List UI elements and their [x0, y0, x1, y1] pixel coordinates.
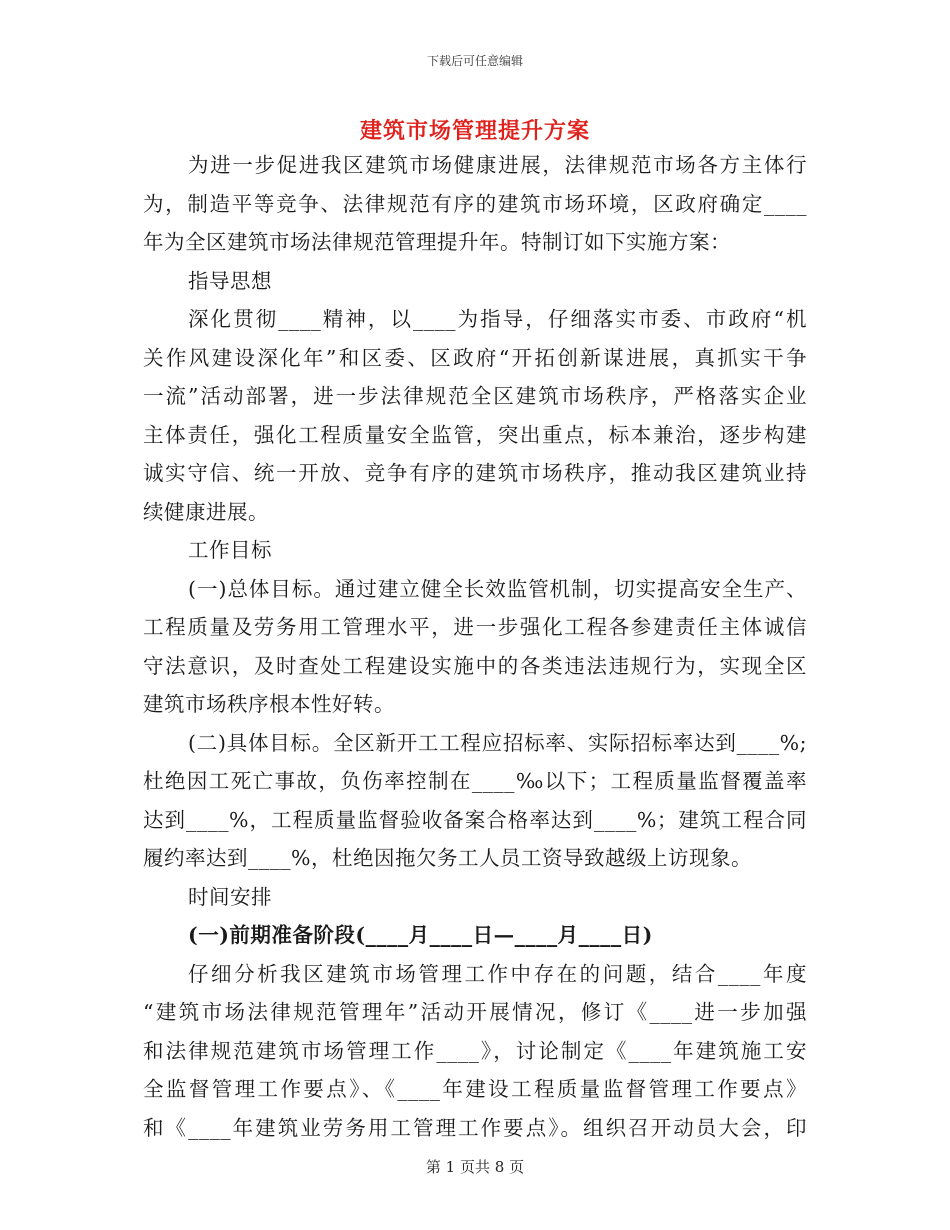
paragraph-line: 年为全区建筑市场法律规范管理提升年。特制订如下实施方案：: [143, 230, 731, 254]
subsection-heading: (一)前期准备阶段(____月____日—____月____日): [188, 923, 653, 947]
paragraph-line: 建筑市场秩序根本性好转。: [143, 692, 395, 716]
paragraph-line: 杜绝因工死亡事故，负伤率控制在____‰以下；工程质量监督覆盖率: [143, 769, 807, 793]
paragraph-line: 续健康进展。: [143, 499, 269, 524]
paragraph-line: “建筑市场法律规范管理年”活动开展情况，修订《____进一步加强: [143, 1000, 807, 1024]
paragraph-line: 达到____%，工程质量监督验收备案合格率达到____%；建筑工程合同: [143, 807, 807, 832]
paragraph-line: 深化贯彻____精神，以____为指导，仔细落实市委、市政府“机: [188, 307, 807, 331]
section-heading: 工作目标: [188, 538, 272, 562]
paragraph-line: 全监督管理工作要点》、《____年建设工程质量监督管理工作要点》: [143, 1077, 807, 1101]
paragraph-line: 为进一步促进我区建筑市场健康进展，法律规范市场各方主体行: [188, 153, 807, 177]
page-number-footer: 第 1 页共 8 页: [425, 1158, 525, 1176]
page-header-note: 下载后可任意编辑: [426, 54, 523, 68]
paragraph-line: (一)总体目标。通过建立健全长效监管机制，切实提高安全生产、: [188, 576, 807, 601]
paragraph-line: 工程质量及劳务用工管理水平，进一步强化工程各参建责任主体诚信: [143, 615, 807, 639]
paragraph-line: (二)具体目标。全区新开工工程应招标率、实际招标率达到____%;: [188, 730, 807, 755]
paragraph-line: 和法律规范建筑市场管理工作____》，讨论制定《____年建筑施工安: [143, 1038, 807, 1063]
paragraph-line: 仔细分析我区建筑市场管理工作中存在的问题，结合____年度: [188, 961, 807, 986]
paragraph-line: 诚实守信、统一开放、竞争有序的建筑市场秩序，推动我区建筑业持: [143, 461, 807, 485]
paragraph-line: 主体责任，强化工程质量安全监管，突出重点，标本兼治，逐步构建: [143, 422, 807, 447]
paragraph-line: 一流”活动部署，进一步法律规范全区建筑市场秩序，严格落实企业: [143, 384, 807, 408]
paragraph-line: 守法意识，及时查处工程建设实施中的各类违法违规行为，实现全区: [143, 653, 807, 678]
document-body: [143, 146, 807, 1147]
section-heading: 时间安排: [188, 884, 272, 909]
document-title: 建筑市场管理提升方案: [359, 118, 590, 144]
paragraph-line: 和《____年建筑业劳务用工管理工作要点》。组织召开动员大会，印: [143, 1115, 807, 1140]
paragraph-line: 履约率达到____%，杜绝因拖欠务工人员工资导致越级上访现象。: [143, 846, 752, 870]
section-heading: 指导思想: [188, 268, 272, 293]
paragraph-line: 关作风建设深化年”和区委、区政府“开拓创新谋进展，真抓实干争: [143, 345, 807, 370]
paragraph-line: 为，制造平等竞争、法律规范有序的建筑市场环境，区政府确定____: [143, 191, 807, 216]
